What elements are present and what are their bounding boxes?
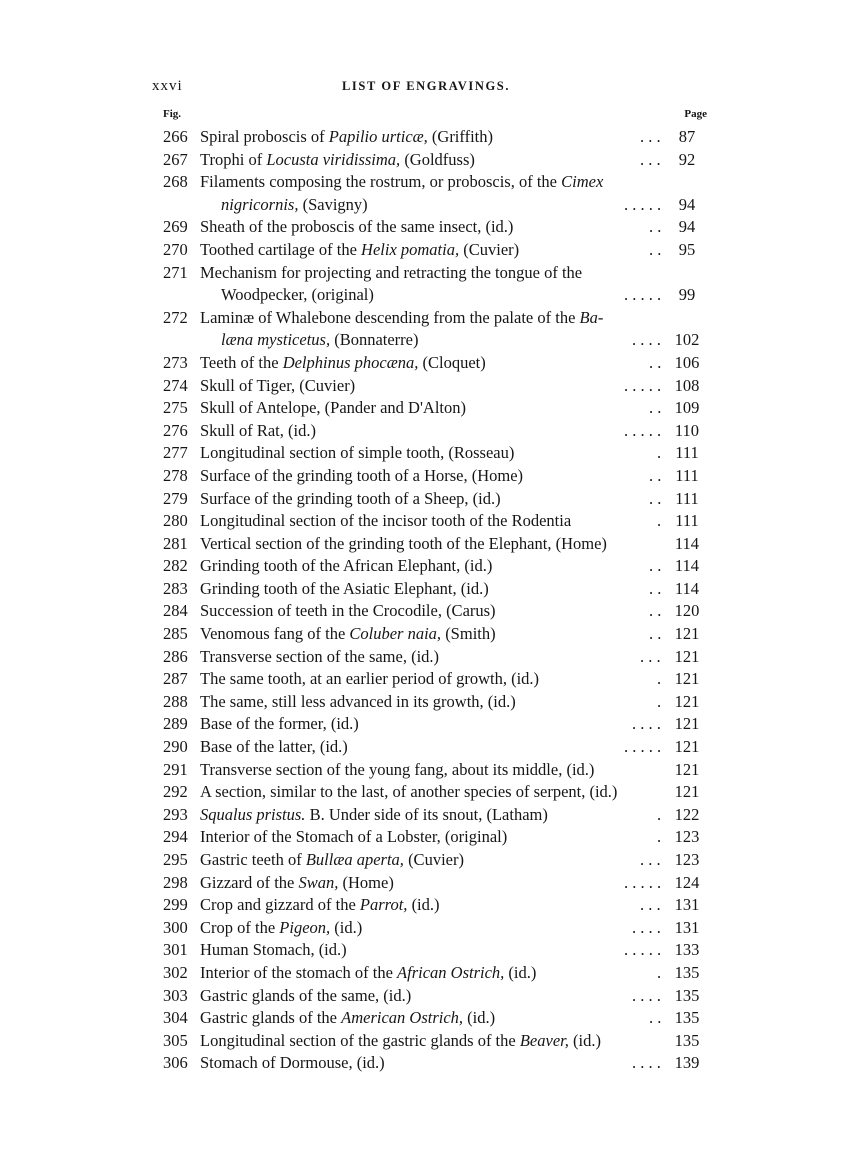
entry-text [200,465,523,488]
entry-text-part: Succession of teeth in the Crocodile, (Carus) [200,601,496,621]
entry-text [200,375,355,398]
page-reference: 122 [674,804,700,824]
list-item [163,397,707,420]
entry-italic-text: Ba- [579,307,604,327]
figure-number: 299 [163,895,188,915]
figure-number: 283 [163,578,188,598]
figure-number: 275 [163,398,188,418]
fig-column-header: Fig. [163,108,182,120]
entry-italic-text: nigricornis, [221,194,299,214]
list-item [163,646,707,669]
page-reference: 120 [674,601,700,621]
leader-dots: . . . . . [624,940,662,960]
page-reference: 135 [674,962,700,982]
entry-text [200,171,603,194]
list-item [163,962,707,985]
entry-text-part: Venomous fang of the [200,624,350,644]
entry-italic-text: Papilio urticæ, [328,127,428,146]
list-item [163,488,707,511]
entry-text-part: Vertical section of the grinding tooth of the Elephant, (Home) [200,533,607,553]
page-reference: 121 [674,691,700,711]
page-reference: 106 [674,352,700,372]
list-item [163,985,707,1008]
leader-dots: . . [649,578,662,598]
entry-text-part: (Goldfuss) [400,149,475,169]
entry-text-part: (id.) [330,917,363,937]
leader-dots: . [657,511,662,531]
entry-text-part: Gastric glands of the [200,1008,342,1028]
figure-number: 306 [163,1053,188,1073]
figure-number: 279 [163,488,188,508]
entry-text-part: (Cuvier) [403,850,464,869]
entry-text-part: The same, still less advanced in its growth, (id.) [200,691,516,711]
page-reference: 99 [678,285,696,305]
entry-text [200,216,513,239]
figure-number: 281 [163,533,188,553]
entry-text [200,691,516,714]
leader-dots: . . . [640,127,661,146]
list-item [163,239,707,262]
entry-italic-text: Pigeon, [279,917,331,937]
entry-text-part: (id.) [568,1030,601,1050]
list-item [163,262,707,285]
entry-text [200,307,603,330]
leader-dots: . . [649,352,662,372]
entry-text [200,149,475,172]
page-reference: 121 [674,669,700,689]
entry-text [200,668,539,691]
figure-number: 287 [163,669,188,689]
entry-text-part: Toothed cartilage of the [200,239,362,259]
entry-text-part: Longitudinal section of the gastric glands of the [200,1030,520,1050]
page-reference: 121 [674,624,700,644]
entry-text-part: Crop and gizzard of the [200,895,360,915]
entry-text-part: (Griffith) [427,127,493,146]
figure-number: 300 [163,917,188,937]
entry-text-part: Base of the former, (id.) [200,714,359,734]
entry-text [200,894,440,917]
entry-text-part: (id.) [407,895,440,915]
entry-text-part: Filaments composing the rostrum, or proboscis, of the [200,172,562,192]
page-reference: 94 [678,194,696,214]
list-item [163,713,707,736]
entry-text-part: (Cloquet) [418,352,486,372]
list-item [163,578,707,601]
entry-text-part: (id.) [463,1008,496,1028]
leader-dots: . . . . [632,714,661,734]
page-reference: 114 [674,578,700,598]
page-reference: 123 [674,827,700,847]
list-item [163,442,707,465]
figure-number: 288 [163,691,188,711]
figure-number: 290 [163,737,188,757]
leader-dots: . [657,804,662,824]
leader-dots: . . . [640,149,661,169]
page-reference: 111 [675,488,699,508]
list-item [163,126,707,149]
figure-number: 284 [163,601,188,621]
entry-text [200,962,536,985]
entry-text-part: (Bonnaterre) [330,330,419,350]
entry-italic-text: læna mysticetus, [221,330,331,350]
entry-text [200,533,607,556]
figure-number: 304 [163,1008,188,1028]
entry-text [200,623,496,646]
page-reference: 114 [674,533,700,553]
list-item [163,284,707,307]
entry-text-part: Transverse section of the young fang, about its middle, (id.) [200,759,595,779]
list-item [163,759,707,782]
figure-number: 298 [163,872,188,892]
entry-text [200,759,594,782]
entry-italic-text: Bullæa aperta, [305,850,404,869]
entry-text [200,239,519,262]
entry-text-part: The same tooth, at an earlier period of growth, (id.) [200,669,540,689]
leader-dots: . . [649,398,662,418]
entry-text-part: Crop of the [200,917,280,937]
entry-text [221,194,368,217]
page-reference: 102 [674,330,700,350]
entry-text-part: Interior of the stomach of the [200,962,398,982]
figure-number: 270 [163,239,188,259]
list-item [163,465,707,488]
leader-dots: . . . . . [624,420,662,440]
list-item [163,1030,707,1053]
leader-dots: . . [649,601,662,621]
figure-number: 268 [163,172,188,192]
leader-dots: . . . . [632,985,661,1005]
list-item [163,826,707,849]
entry-text-part: Spiral proboscis of [200,127,329,146]
figure-number: 269 [163,217,188,237]
page-reference: 121 [674,646,700,666]
entry-text [200,646,439,669]
page-reference: 110 [674,420,700,440]
list-item [163,149,707,172]
entry-italic-text: Helix pomatia, [361,239,460,259]
list-item [163,194,707,217]
entry-italic-text: Coluber naia, [349,624,442,644]
entry-text-part: Gastric glands of the same, (id.) [200,985,412,1005]
figure-number: 295 [163,850,188,869]
entry-text [200,917,362,940]
leader-dots: . [657,443,662,463]
figure-number: 277 [163,443,188,463]
page-reference: 111 [675,465,699,485]
leader-dots: . . . [640,850,661,869]
page-reference: 124 [674,872,700,892]
page-reference: 121 [674,714,700,734]
entry-text [200,420,316,443]
page-header [152,78,712,98]
entry-text [200,939,347,962]
entry-text-part: (Home) [338,872,394,892]
entry-text-part: (Savigny) [298,194,368,214]
leader-dots: . . . . . [624,872,662,892]
figure-number: 302 [163,962,188,982]
entry-italic-text: African Ostrich, [397,962,505,982]
figure-number: 286 [163,646,188,666]
entry-italic-text: American Ostrich, [341,1008,464,1028]
entry-text [200,488,501,511]
figure-number: 282 [163,556,188,576]
entry-italic-text: Locusta viridissima, [266,149,401,169]
list-item [163,781,707,804]
entry-text-part: Skull of Tiger, (Cuvier) [200,375,356,395]
leader-dots: . . . . [632,330,661,350]
entry-text-part: Grinding tooth of the African Elephant, (id.) [200,556,493,576]
list-item [163,533,707,556]
entry-italic-text: Beaver, [519,1030,569,1050]
page-reference: 131 [674,917,700,937]
page-reference: 121 [674,737,700,757]
page-reference: 92 [678,149,696,169]
entry-text-part: Woodpecker, (original) [221,285,374,305]
figure-number: 272 [163,307,188,327]
leader-dots: . . [649,556,662,576]
leader-dots: . . . [640,646,661,666]
page-reference: 123 [674,850,700,869]
entry-text [200,713,359,736]
entry-text-part: Surface of the grinding tooth of a Sheep, (id.) [200,488,501,508]
leader-dots: . . [649,624,662,644]
page-column-header: Page [684,108,707,120]
list-item [163,1052,707,1075]
entry-text-part: A section, similar to the last, of another species of serpent, (id.) [200,782,618,802]
list-item [163,804,707,827]
entry-italic-text: Squalus pristus. [200,804,306,824]
leader-dots: . . . . . [624,285,662,305]
figure-number: 291 [163,759,188,779]
page-reference: 139 [674,1053,700,1073]
figure-number: 293 [163,804,188,824]
entry-text-part: Teeth of the [200,352,283,372]
entry-text [200,1030,601,1053]
entry-text [200,849,464,872]
page-reference: 111 [675,511,699,531]
entry-text [200,781,617,804]
entry-text-part: B. Under side of its snout, (Latham) [305,804,548,824]
list-item [163,216,707,239]
entry-text [200,442,514,465]
page-reference: 87 [678,127,696,146]
page-number: xxvi [152,78,183,94]
figure-number: 273 [163,352,188,372]
list-item [163,171,707,194]
list-item [163,375,707,398]
figure-number: 274 [163,375,188,395]
list-item [163,329,707,352]
entry-text-part: Surface of the grinding tooth of a Horse, (Home) [200,465,524,485]
page-reference: 135 [674,985,700,1005]
list-item [163,600,707,623]
leader-dots: . . . . . [624,737,662,757]
figure-number: 267 [163,149,188,169]
leader-dots: . . . . [632,1053,661,1073]
entry-text-part: Transverse section of the same, (id.) [200,646,440,666]
figure-number: 266 [163,127,188,146]
figure-number: 271 [163,262,188,282]
engravings-list [163,126,707,1075]
entry-text [200,600,496,623]
list-item [163,849,707,872]
leader-dots: . . [649,1008,662,1028]
entry-text [200,826,507,849]
column-headers [163,108,707,126]
figure-number: 294 [163,827,188,847]
figure-number: 276 [163,420,188,440]
list-item [163,736,707,759]
entry-text-part: (Cuvier) [459,239,520,259]
entry-text [200,555,492,578]
figure-number: 289 [163,714,188,734]
list-item [163,691,707,714]
list-item [163,623,707,646]
page-reference: 135 [674,1008,700,1028]
figure-number: 285 [163,624,188,644]
entry-text [200,1052,385,1075]
entry-text-part: Gizzard of the [200,872,299,892]
page-reference: 121 [674,782,700,802]
entry-text [200,985,411,1008]
entry-italic-text: Parrot, [359,895,408,915]
entry-text [221,284,374,307]
page-reference: 95 [678,239,696,259]
list-item [163,555,707,578]
entry-italic-text: Swan, [298,872,339,892]
entry-text [200,397,466,420]
list-item [163,1007,707,1030]
page-reference: 131 [674,895,700,915]
list-item [163,352,707,375]
leader-dots: . . [649,465,662,485]
entry-text-part: Skull of Antelope, (Pander and D'Alton) [200,398,467,418]
list-item [163,420,707,443]
entry-text-part: (id.) [504,962,537,982]
list-item [163,917,707,940]
leader-dots: . . . . [632,917,661,937]
entry-text-part: Grinding tooth of the Asiatic Elephant, (id.) [200,578,489,598]
entry-text-part: Longitudinal section of simple tooth, (Rosseau) [200,443,515,463]
entry-text-part: (Smith) [441,624,496,644]
list-item [163,510,707,533]
entry-text [200,872,394,895]
page-reference: 135 [674,1030,700,1050]
leader-dots: . . [649,239,662,259]
leader-dots: . [657,962,662,982]
leader-dots: . [657,691,662,711]
figure-number: 292 [163,782,188,802]
entry-text-part: Human Stomach, (id.) [200,940,347,960]
list-item [163,307,707,330]
entry-text [200,736,348,759]
list-item [163,872,707,895]
figure-number: 303 [163,985,188,1005]
entry-text-part: Interior of the Stomach of a Lobster, (original) [200,827,508,847]
page-reference: 94 [678,217,696,237]
page-title: LIST OF ENGRAVINGS. [342,79,511,93]
page-reference: 121 [674,759,700,779]
entry-text [200,510,571,533]
entry-text [200,1007,495,1030]
list-item [163,668,707,691]
entry-text-part: Gastric teeth of [200,850,306,869]
entry-italic-text: Cimex [561,172,604,192]
leader-dots: . . . . . [624,375,662,395]
entry-text [221,329,419,352]
leader-dots: . . . [640,895,661,915]
figure-number: 301 [163,940,188,960]
entry-text [200,262,582,285]
entry-text-part: Stomach of Dormouse, (id.) [200,1053,385,1073]
page-reference: 108 [674,375,700,395]
page-reference: 111 [675,443,699,463]
leader-dots: . . [649,488,662,508]
leader-dots: . . [649,217,662,237]
entry-text [200,804,548,827]
entry-italic-text: Delphinus phocæna, [282,352,419,372]
figure-number: 280 [163,511,188,531]
entry-text-part: Longitudinal section of the incisor tooth of the Rodentia [200,511,572,531]
entry-text [200,352,486,375]
entry-text [200,126,493,149]
figure-number: 278 [163,465,188,485]
list-item [163,894,707,917]
entry-text-part: Laminæ of Whalebone descending from the palate of the [200,307,580,327]
entry-text [200,578,489,601]
entry-text-part: Mechanism for projecting and retracting the tongue of the [200,262,583,282]
entry-text-part: Sheath of the proboscis of the same insect, (id.) [200,217,514,237]
figure-number: 305 [163,1030,188,1050]
page-reference: 114 [674,556,700,576]
entry-text-part: Trophi of [200,149,267,169]
leader-dots: . [657,669,662,689]
list-item [163,939,707,962]
entry-text-part: Skull of Rat, (id.) [200,420,316,440]
page-reference: 133 [674,940,700,960]
page-reference: 109 [674,398,700,418]
leader-dots: . [657,827,662,847]
leader-dots: . . . . . [624,194,662,214]
entry-text-part: Base of the latter, (id.) [200,737,348,757]
